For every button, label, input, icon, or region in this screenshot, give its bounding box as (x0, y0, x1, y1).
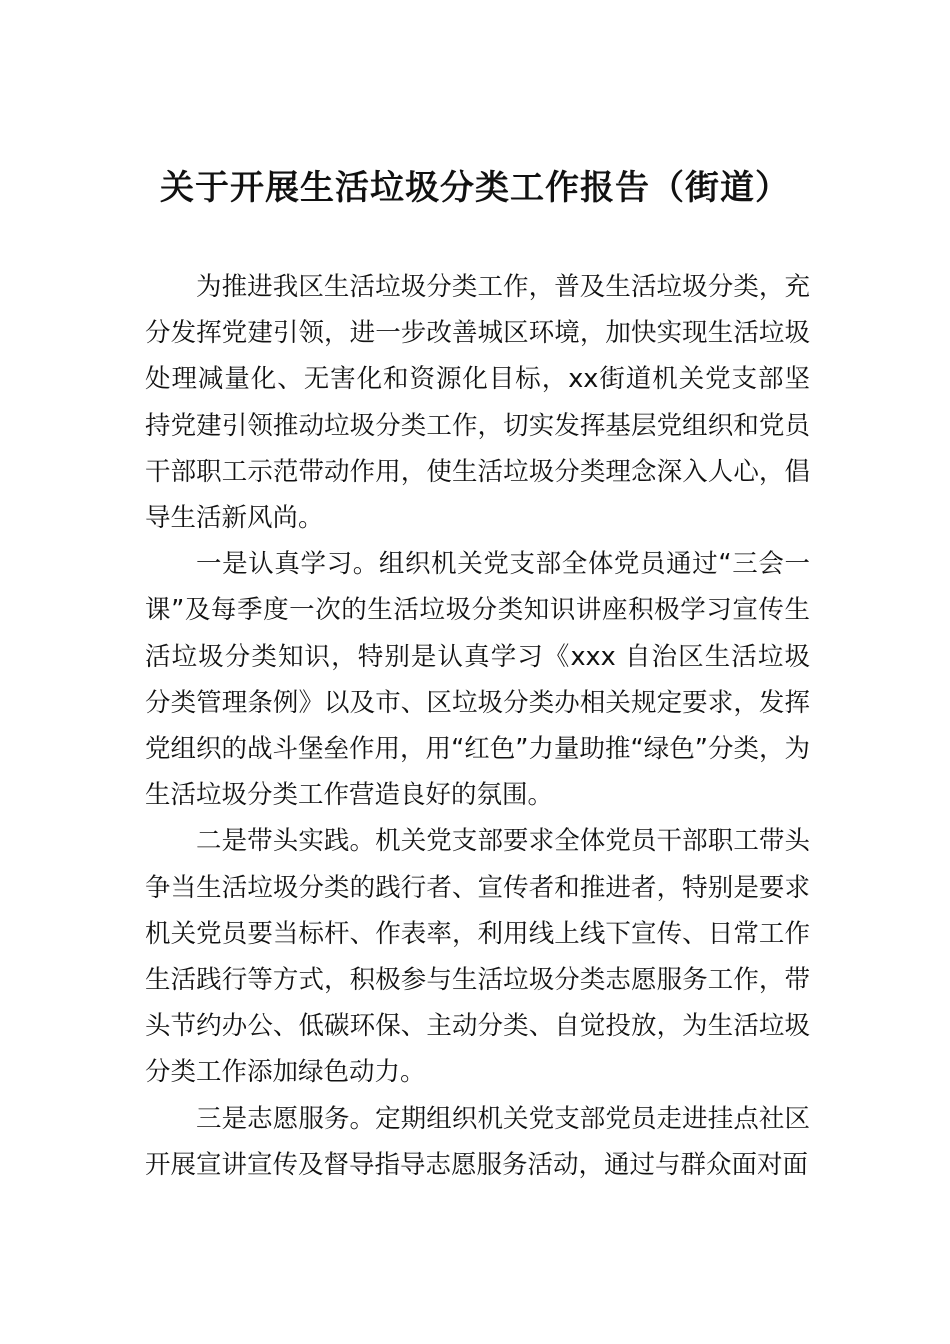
paragraph-volunteer: 三是志愿服务。定期组织机关党支部党员走进挂点社区开展宣讲宣传及督导指导志愿服务活动，通过与群众面对面 (145, 1103, 810, 1180)
document-body (145, 264, 810, 1188)
document-title: 关于开展生活垃圾分类工作报告（街道） (160, 168, 790, 208)
paragraph-intro: 为推进我区生活垃圾分类工作，普及生活垃圾分类，充分发挥党建引领，进一步改善城区环境，加快实现生活垃圾处理减量化、无害化和资源化目标，xx街道机关党支部坚持党建引领推动垃圾分类工作，切实发挥基层党组织和党员干部职工示范带动作用，使生活垃圾分类理念深入人心，倡导生活新风尚。 (145, 272, 810, 534)
paragraph-study: 一是认真学习。组织机关党支部全体党员通过“三会一课”及每季度一次的生活垃圾分类知识讲座积极学习宣传生活垃圾分类知识，特别是认真学习《xxx 自治区生活垃圾分类管理条例》以及市、区垃圾分类办相关规定要求，发挥党组织的战斗堡垒作用，用“红色”力量助推“绿色”分类，为生活垃圾分类工作营造良好的氛围。 (145, 549, 810, 811)
paragraph-practice: 二是带头实践。机关党支部要求全体党员干部职工带头争当生活垃圾分类的践行者、宣传者和推进者，特别是要求机关党员要当标杆、作表率，利用线上线下宣传、日常工作生活践行等方式，积极参与生活垃圾分类志愿服务工作，带头节约办公、低碳环保、主动分类、自觉投放，为生活垃圾分类工作添加绿色动力。 (145, 826, 810, 1088)
